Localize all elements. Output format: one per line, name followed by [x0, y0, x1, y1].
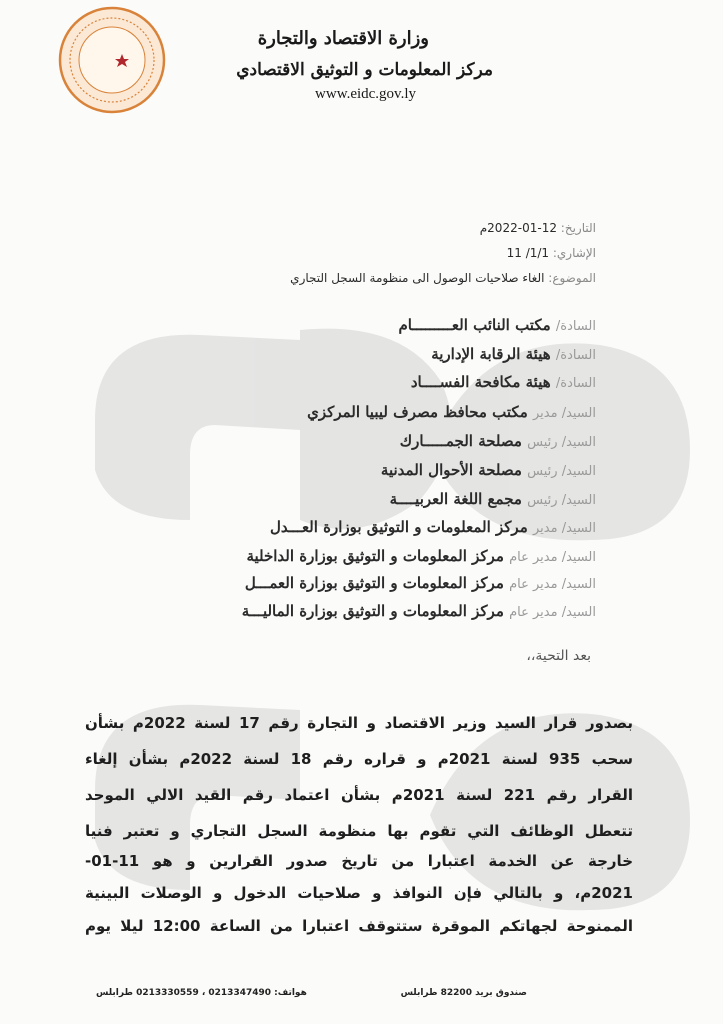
addressee-prefix: السادة/	[555, 319, 596, 334]
addressee	[246, 547, 596, 565]
date-value: 12-01-2022م	[479, 221, 557, 235]
addressee	[270, 518, 596, 536]
footer-phones: هواتف: 0213347490 ، 0213330559 طرابلس	[96, 988, 307, 998]
addressee	[307, 403, 596, 421]
subject-line	[290, 271, 596, 285]
reference-value: 1/1/ 11	[506, 246, 550, 260]
addressee-name: مركز المعلومات و التوثيق بوزارة العمـــل	[244, 574, 504, 592]
addressee-prefix: السيد/ رئيس	[527, 435, 596, 450]
addressee	[411, 373, 596, 391]
body-line: تتعطل الوظائف التي تقوم بها منظومة السجل التجاري و تعتبر فنيا	[85, 822, 633, 840]
addressee-prefix: السادة/	[555, 376, 596, 391]
addressee-prefix: السيد/ مدير	[532, 521, 596, 536]
addressee	[431, 345, 596, 363]
reference-label: الإشاري:	[552, 246, 596, 260]
body-line: خارجة عن الخدمة اعتبارا من تاريخ صدور القرارين و هو 11-01-	[85, 852, 633, 870]
addressee-prefix: السيد/ رئيس	[527, 493, 596, 508]
addressee-prefix: السيد/ مدير	[532, 406, 596, 421]
addressee	[399, 316, 597, 334]
addressee-name: مركز المعلومات و التوثيق بوزارة الداخلية	[246, 547, 504, 565]
addressee-name: هيئة مكافحة الفســــاد	[410, 373, 551, 391]
addressee	[242, 602, 596, 620]
addressee-prefix: السيد/ مدير عام	[509, 550, 596, 565]
addressee	[400, 432, 596, 450]
website: www.eidc.gov.ly	[315, 86, 416, 102]
center-name: مركز المعلومات و التوثيق الاقتصادي	[236, 60, 493, 80]
addressee	[245, 574, 596, 592]
addressee-prefix: السادة/	[555, 348, 596, 363]
addressee	[381, 461, 596, 479]
reference-line	[507, 246, 596, 260]
addressee-name: مركز المعلومات و التوثيق بوزارة العـــدل	[269, 518, 528, 536]
addressee-prefix: السيد/ مدير عام	[509, 577, 596, 592]
addressee-name: مكتب النائب العـــــــــام	[398, 316, 551, 334]
body-line: بصدور قرار السيد وزير الاقتصاد و التجارة رقم 17 لسنة 2022م بشأن	[85, 714, 634, 732]
greeting: بعد التحية،،	[526, 648, 591, 664]
body-line: سحب 935 لسنة 2021م و قراره رقم 18 لسنة 2022م بشأن إلغاء	[85, 750, 634, 768]
body-line: القرار رقم 221 لسنة 2021م بشأن اعتماد رقم القيد الالي الموحد	[85, 786, 634, 804]
ministry-seal	[58, 6, 166, 114]
addressee-name: مصلحة الجمـــــارك	[399, 432, 522, 450]
addressee-name: هيئة الرقابة الإدارية	[431, 345, 551, 363]
addressee-name: مكتب محافظ مصرف ليبيا المركزي	[307, 403, 528, 421]
date-label: التاريخ:	[560, 221, 596, 235]
addressee-name: مجمع اللغة العربيــــة	[389, 490, 522, 508]
addressee-name: مركز المعلومات و التوثيق بوزارة الماليـــة	[241, 602, 504, 620]
addressee	[390, 490, 596, 508]
addressee-prefix: السيد/ مدير عام	[509, 605, 596, 620]
date-line	[480, 221, 596, 235]
ministry-name: وزارة الاقتصاد والتجارة	[257, 28, 429, 49]
addressee-prefix: السيد/ رئيس	[527, 464, 596, 479]
subject-value: الغاء صلاحيات الوصول الى منظومة السجل التجاري	[290, 271, 545, 285]
body-line: 2021م، و بالتالي فإن النوافذ و صلاحيات الدخول و الوصلات البينية	[85, 884, 633, 902]
addressee-name: مصلحة الأحوال المدنية	[380, 461, 522, 479]
body-line: الممنوحة لجهاتكم الموقرة ستتوقف اعتبارا من الساعة 12:00 ليلا يوم	[85, 917, 633, 935]
footer-postal: صندوق بريد 82200 طرابلس	[400, 988, 527, 998]
subject-label: الموضوع:	[548, 271, 596, 285]
